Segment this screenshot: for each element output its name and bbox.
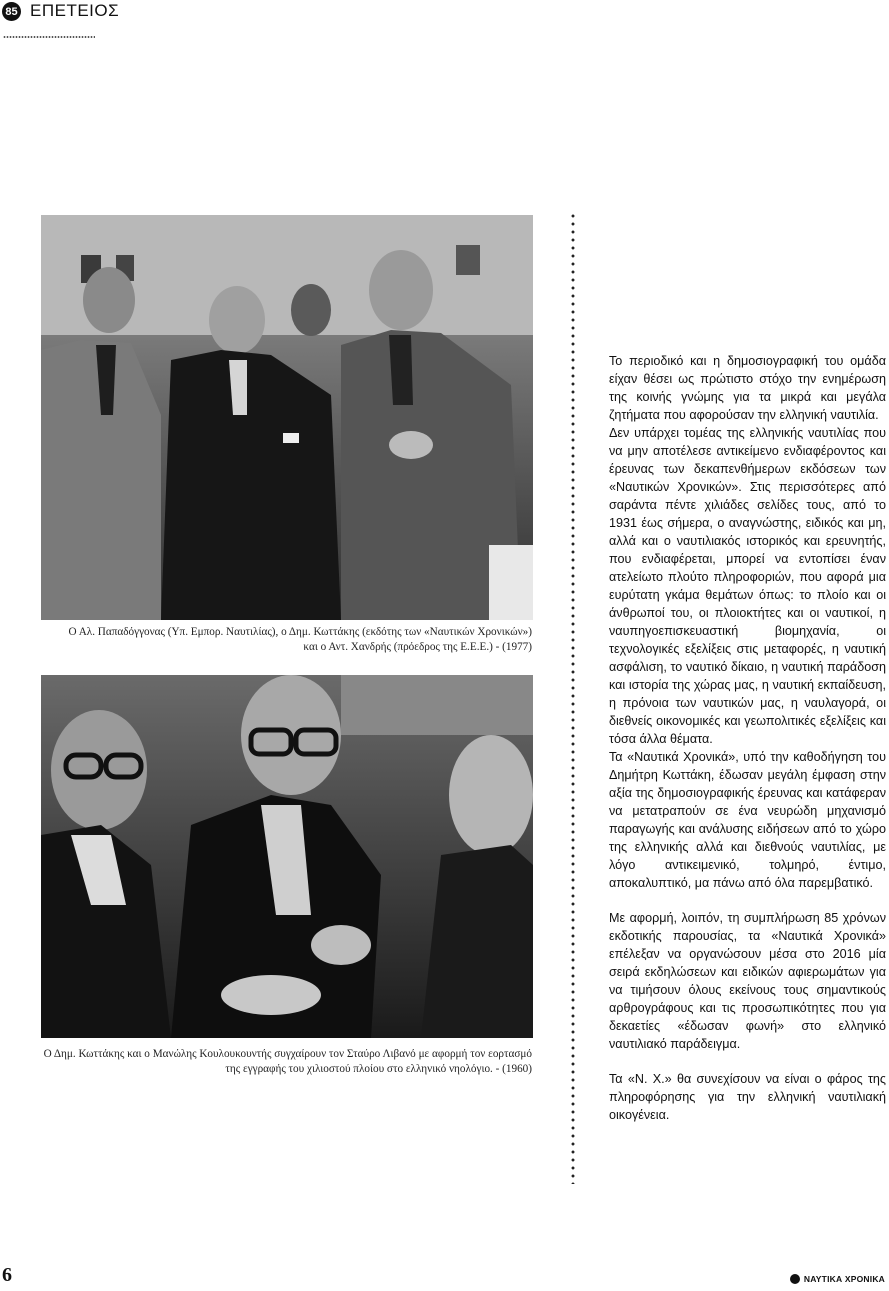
article-paragraph: Με αφορμή, λοιπόν, τη συμπλήρωση 85 χρόνων εκδοτικής παρουσίας, τα «Ναυτικά Χρονικά» επέλεξαν να οργανώσουν μέσα στο 2016 μία σειρά εκδηλώσεων και ειδικών αφιερωμάτων για να τιμήσουν όλους εκείνους τους σημαντικούς αρθρογράφους και τις προσωπικότητες που για δεκαετίες «έδωσαν φωνή» στο ελληνικό ναυτιλιακό παράδειγμα.	[609, 911, 886, 1051]
photo-1960	[41, 675, 533, 1038]
publication-name: ΝΑΥΤΙΚΑ ΧΡΟΝΙΚΑ	[803, 1274, 885, 1284]
page-number: 6	[2, 1264, 12, 1286]
photo-1977	[41, 215, 533, 620]
photo-1977-caption: Ο Αλ. Παπαδόγγονας (Υπ. Εμπορ. Ναυτιλίας), ο Δημ. Κωττάκης (εκδότης των «Ναυτικών Χρονικών») και ο Αντ. Χανδρής (πρόεδρος της Ε.Ε.Ε.) - (1977)	[68, 626, 532, 653]
article-body	[609, 352, 886, 1124]
article-paragraph: Το περιοδικό και η δημοσιογραφική του ομάδα είχαν θέσει ως πρώτιστο στόχο την ενημέρωση της κοινής γνώμης για τα μικρά και μεγάλα ζητήματα που αφορούσαν την ελληνική ναυτιλία.	[609, 354, 886, 422]
page-badge: 85	[2, 2, 21, 21]
article-paragraph: Τα «Ναυτικά Χρονικά», υπό την καθοδήγηση του Δημήτρη Κωττάκη, έδωσαν μεγάλη έμφαση στην αξία της δημοσιογραφικής έρευνας και κατάφεραν να μετατραπούν σε ένα νευρώδη μηχανισμό παραγωγής και ανάλυσης ειδήσεων από το χώρο της ελληνικής αλλά και διεθνούς ναυτιλίας, με λόγο αντικειμενικό, τολμηρό, έντιμο, αποκαλυπτικό, μα πάνω από όλα παρεμβατικό.	[609, 750, 886, 890]
section-title: ΕΠΕΤΕΙΟΣ	[30, 1, 120, 20]
article-paragraph: Τα «Ν. Χ.» θα συνεχίσουν να είναι ο φάρος της πληροφόρησης για την ελληνική ναυτιλιακή οικογένεια.	[609, 1072, 886, 1122]
photo-1960-caption: Ο Δημ. Κωττάκης και ο Μανώλης Κουλουκουντής συγχαίρουν τον Σταύρο Λιβανό με αφορμή τον εορτασμό της εγγραφής του χιλιοστού πλοίου στο ελληνικό νηολόγιο. - (1960)	[43, 1048, 532, 1075]
column-divider	[571, 212, 575, 1184]
publication-logo	[790, 1274, 885, 1284]
header-divider	[3, 36, 95, 38]
article-paragraph: Δεν υπάρχει τομέας της ελληνικής ναυτιλίας που να μην αποτέλεσε αντικείμενο ενδιαφέροντος και έρευνας των δεκαπενθήμερων εκδόσεων των «Ναυτικών Χρονικών». Στις περισσότερες από σαράντα πέντε χιλιάδες σελίδες τους, από το 1931 έως σήμερα, ο αναγνώστης, ειδικός και μη, αλλά και ο ναυτιλιακός ιστορικός και ερευνητής, που ενδιαφέρεται, μπορεί να εντοπίσει έναν ατελείωτο πλούτο πληροφοριών, που αφορά μια ευρύτατη γκάμα θεμάτων όπως: το πλοίο και οι άνθρωποί του, οι πλοιοκτήτες και οι ναυτικοί, η ναυπηγοεπισκευαστική βιομηχανία, οι τεχνολογικές εξελίξεις στις μεταφορές, η ναυτική ασφάλιση, το ναυτικό δίκαιο, η ναυτική παράδοση και ιστορία της χώρας μας, η ναυτική εκπαίδευση, η πρόνοια των ναυτικών μας, η ναυλαγορά, οι διεθνείς οικονομικές και γεωπολιτικές εξελίξεις και τόσα άλλα θέματα.	[609, 426, 886, 746]
logo-mark-icon	[790, 1274, 800, 1284]
